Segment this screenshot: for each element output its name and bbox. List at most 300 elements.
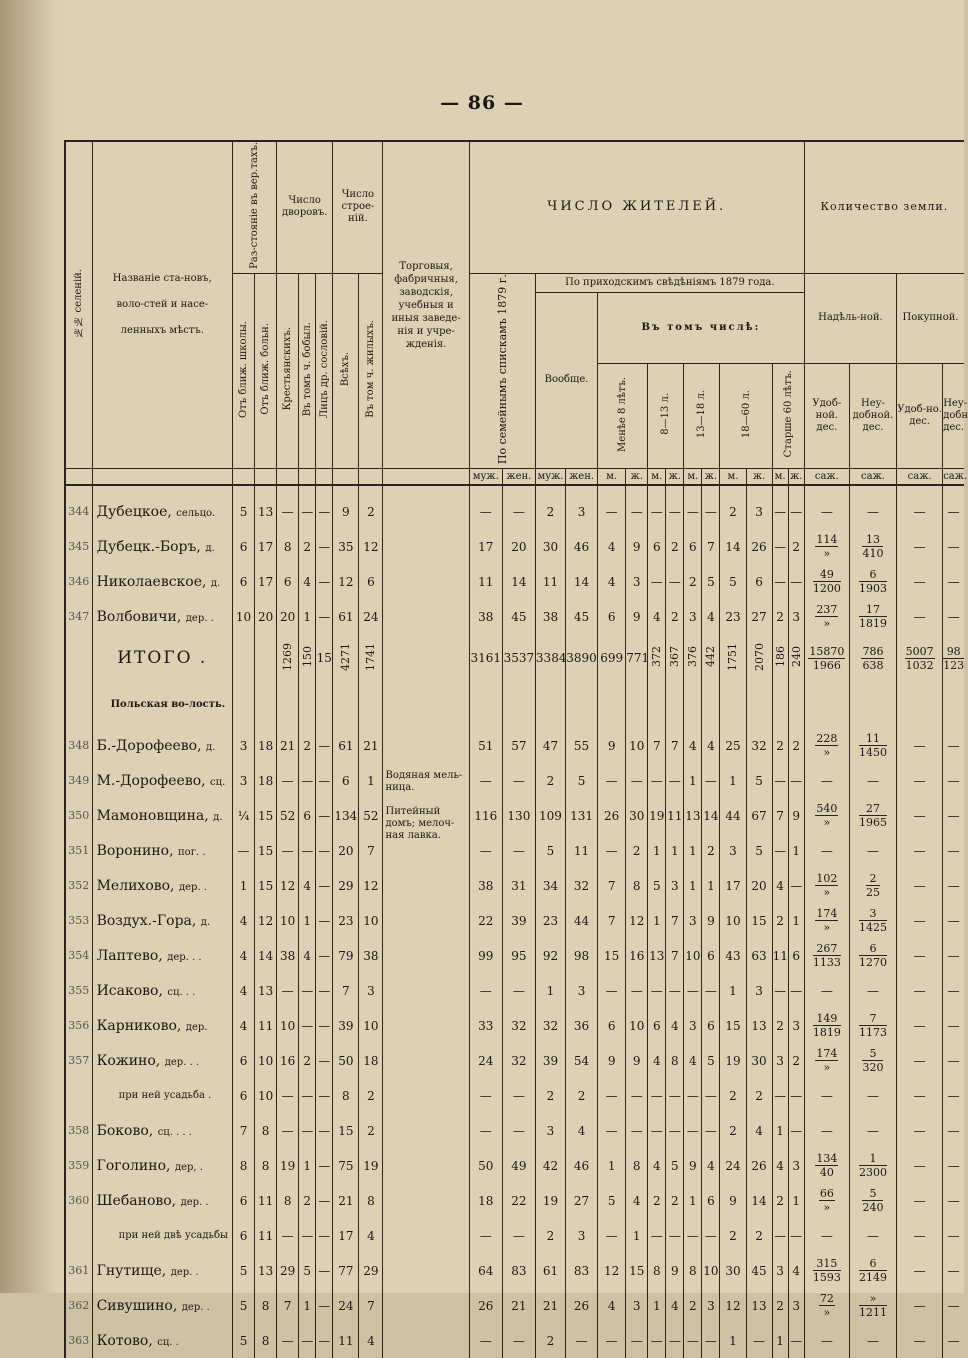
value-cell: 11 [535, 564, 565, 599]
value-cell: — [702, 1218, 720, 1253]
land-cell: $\frac{6}{1903}$ [849, 564, 896, 599]
value-cell: — [626, 1113, 648, 1148]
value-cell: 92 [535, 938, 565, 973]
value-cell: 7 [666, 938, 684, 973]
value-cell: 49 [502, 1148, 535, 1183]
settlement-number: 354 [65, 938, 92, 973]
value-cell: 4 [666, 1288, 684, 1323]
value-cell: — [788, 1323, 804, 1358]
value-cell: 8 [666, 1043, 684, 1078]
value-cell: 8 [277, 529, 299, 564]
value-cell: — [469, 1113, 502, 1148]
value-cell: 83 [566, 1253, 598, 1288]
value-cell: 1 [648, 1288, 666, 1323]
value-cell: — [299, 833, 316, 868]
value-cell: — [598, 1078, 626, 1113]
value-cell: — [316, 763, 333, 798]
settlement-number: 352 [65, 868, 92, 903]
value-cell: 10 [277, 903, 299, 938]
value-cell: — [469, 833, 502, 868]
value-cell: 23 [535, 903, 565, 938]
value-cell: — [316, 1008, 333, 1043]
value-cell: 6 [788, 938, 804, 973]
value-cell: 1 [299, 903, 316, 938]
value-cell: 34 [535, 868, 565, 903]
value-cell: 4 [598, 564, 626, 599]
settlement-name: Сивушино, дер. . [92, 1288, 232, 1323]
value-cell: 3 [702, 1288, 720, 1323]
land-cell: — [849, 833, 896, 868]
value-cell: 39 [333, 1008, 359, 1043]
land-cell: — [943, 494, 964, 529]
value-cell: 20 [255, 599, 277, 634]
value-cell: — [648, 1078, 666, 1113]
table-body-lower [65, 728, 964, 1358]
value-cell: 2 [648, 1183, 666, 1218]
value-cell: 19 [535, 1183, 565, 1218]
header-distance: Раз-стояніе въ вер.тахъ. [233, 141, 277, 273]
value-cell: 1 [684, 868, 702, 903]
value-cell: 6 [648, 1008, 666, 1043]
value-cell: 18 [255, 763, 277, 798]
land-cell: $\frac{3}{1425}$ [849, 903, 896, 938]
value-cell: 51 [469, 728, 502, 763]
settlement-number: 361 [65, 1253, 92, 1288]
table-row [65, 833, 964, 868]
value-cell: 1 [772, 1113, 788, 1148]
value-cell: 15 [255, 868, 277, 903]
value-cell: 6 [746, 564, 772, 599]
value-cell: 2 [359, 1078, 383, 1113]
table-row [65, 1323, 964, 1358]
value-cell: 9 [788, 798, 804, 833]
land-cell: — [943, 1218, 964, 1253]
land-cell: $\frac{5}{320}$ [849, 1043, 896, 1078]
value-cell: — [788, 564, 804, 599]
table-row [65, 763, 964, 798]
value-cell: 14 [255, 938, 277, 973]
value-cell: 1 [299, 599, 316, 634]
value-cell: 9 [626, 599, 648, 634]
value-cell: — [702, 1323, 720, 1358]
value-cell: 14 [702, 798, 720, 833]
value-cell: 8 [255, 1288, 277, 1323]
land-cell: $\frac{7}{1173}$ [849, 1008, 896, 1043]
value-cell: 14 [746, 1183, 772, 1218]
value-cell: 4 [359, 1323, 383, 1358]
land-cell: — [943, 1288, 964, 1323]
value-cell: — [598, 833, 626, 868]
value-cell: — [666, 1218, 684, 1253]
settlement-number: 344 [65, 494, 92, 529]
land-cell: $\frac{6}{2149}$ [849, 1253, 896, 1288]
settlement-name: Б.-Дорофеево, д. [92, 728, 232, 763]
land-cell: — [943, 1253, 964, 1288]
value-cell: 3 [684, 1008, 702, 1043]
land-cell: $\frac{267}{1133}$ [804, 938, 849, 973]
table-row [65, 868, 964, 903]
value-cell: 2 [788, 728, 804, 763]
value-cell: 3 [720, 833, 746, 868]
value-cell: — [316, 1078, 333, 1113]
value-cell: 12 [598, 1253, 626, 1288]
table-body-itogo [65, 634, 964, 728]
land-cell: — [849, 1113, 896, 1148]
value-cell: 23 [333, 903, 359, 938]
settlement-name: Гоголино, дер, . [92, 1148, 232, 1183]
value-cell: 3 [566, 494, 598, 529]
value-cell: — [666, 1323, 684, 1358]
value-cell: — [648, 973, 666, 1008]
settlement-name: Кожино, дер. . . [92, 1043, 232, 1078]
land-cell: — [943, 798, 964, 833]
land-cell: — [804, 1218, 849, 1253]
value-cell: 3 [788, 599, 804, 634]
value-cell: 13 [255, 973, 277, 1008]
value-cell: 31 [502, 868, 535, 903]
value-cell: 1 [702, 868, 720, 903]
value-cell: 5 [535, 833, 565, 868]
value-cell: — [502, 1113, 535, 1148]
header-name: Названіе ста-новъ, воло-стей и насе-ленныхъ мѣстъ. [92, 141, 232, 469]
header-units-row: муж. жен. муж. жен. м. ж. м. ж. м. ж. м. ж. м. ж. саж. саж. саж. саж. [65, 469, 964, 486]
value-cell: 4 [299, 868, 316, 903]
value-cell: 1 [299, 1288, 316, 1323]
header-num: №№ селеній. [65, 141, 92, 469]
value-cell: 45 [566, 599, 598, 634]
value-cell: — [469, 1218, 502, 1253]
value-cell: 45 [502, 599, 535, 634]
land-cell: $\frac{13}{410}$ [849, 529, 896, 564]
value-cell: — [316, 868, 333, 903]
value-cell: 7 [359, 1288, 383, 1323]
land-cell: $\frac{11}{1450}$ [849, 728, 896, 763]
value-cell: — [469, 763, 502, 798]
value-cell: — [316, 903, 333, 938]
value-cell: — [648, 1218, 666, 1253]
value-cell: — [684, 1323, 702, 1358]
table-body-upper [65, 485, 964, 634]
value-cell: 2 [684, 1288, 702, 1323]
settlement-number: 359 [65, 1148, 92, 1183]
value-cell: 5 [746, 763, 772, 798]
table-row [65, 564, 964, 599]
land-cell: — [943, 833, 964, 868]
value-cell: — [598, 1218, 626, 1253]
table-row [65, 1183, 964, 1218]
header-allot: Надѣль-ной. [804, 273, 896, 363]
table-row [65, 1148, 964, 1183]
value-cell: 2 [359, 1113, 383, 1148]
value-cell: — [598, 973, 626, 1008]
settlement-name: Дубецк.-Боръ, д. [92, 529, 232, 564]
value-cell: 19 [648, 798, 666, 833]
value-cell: 3 [772, 1253, 788, 1288]
value-cell: 4 [648, 599, 666, 634]
value-cell: — [626, 494, 648, 529]
settlement-number: 358 [65, 1113, 92, 1148]
land-cell: $\frac{27}{1965}$ [849, 798, 896, 833]
header-parish: По приходскимъ свѣдѣніямъ 1879 года. [535, 273, 804, 292]
value-cell: 2 [666, 599, 684, 634]
value-cell: 2 [720, 1078, 746, 1113]
land-cell: — [897, 494, 943, 529]
value-cell: 10 [626, 1008, 648, 1043]
header-nonarable: Неу-добной. дес. [849, 364, 896, 469]
value-cell: 9 [702, 903, 720, 938]
header-build-all: Всѣхъ. [333, 273, 359, 468]
land-cell: — [897, 973, 943, 1008]
value-cell: 13 [648, 938, 666, 973]
value-cell: 4 [598, 1288, 626, 1323]
value-cell: — [277, 494, 299, 529]
value-cell: 8 [255, 1113, 277, 1148]
value-cell: 12 [720, 1288, 746, 1323]
settlement-name: Карниково, дер. [92, 1008, 232, 1043]
header-age-8-13: 8—13 л. [648, 364, 684, 469]
value-cell: 27 [566, 1183, 598, 1218]
value-cell: 10 [702, 1253, 720, 1288]
value-cell: — [666, 1078, 684, 1113]
land-cell: — [943, 938, 964, 973]
value-cell: — [316, 1253, 333, 1288]
value-cell: 7 [359, 833, 383, 868]
settlement-number: 345 [65, 529, 92, 564]
value-cell: 5 [233, 1323, 255, 1358]
value-cell: 21 [333, 1183, 359, 1218]
value-cell: 2 [746, 1218, 772, 1253]
land-cell: — [943, 763, 964, 798]
value-cell: — [299, 1113, 316, 1148]
value-cell: 8 [626, 1148, 648, 1183]
value-cell: 8 [255, 1148, 277, 1183]
value-cell: — [316, 1183, 333, 1218]
value-cell: 3 [233, 728, 255, 763]
value-cell: — [684, 1078, 702, 1113]
table-row [65, 1008, 964, 1043]
value-cell: 39 [535, 1043, 565, 1078]
value-cell: 10 [720, 903, 746, 938]
value-cell: — [566, 1323, 598, 1358]
land-cell: — [897, 599, 943, 634]
value-cell: 9 [666, 1253, 684, 1288]
value-cell: — [648, 564, 666, 599]
value-cell: — [626, 763, 648, 798]
value-cell: — [502, 763, 535, 798]
value-cell: 1 [788, 833, 804, 868]
value-cell: — [299, 763, 316, 798]
value-cell: 13 [684, 798, 702, 833]
value-cell: 10 [684, 938, 702, 973]
header-arable: Удоб-ной. дес. [804, 364, 849, 469]
header-yards-peasant: Крестьянскихъ. [277, 273, 299, 468]
value-cell: 21 [535, 1288, 565, 1323]
value-cell: 1 [720, 763, 746, 798]
value-cell: 64 [469, 1253, 502, 1288]
value-cell: 6 [233, 1218, 255, 1253]
value-cell: 2 [566, 1078, 598, 1113]
value-cell: — [277, 973, 299, 1008]
settlement-number: 346 [65, 564, 92, 599]
value-cell: 35 [333, 529, 359, 564]
value-cell: 52 [277, 798, 299, 833]
value-cell: 3 [359, 973, 383, 1008]
value-cell: 7 [233, 1113, 255, 1148]
value-cell: — [746, 1323, 772, 1358]
value-cell: — [702, 494, 720, 529]
land-cell: — [943, 1183, 964, 1218]
value-cell: — [666, 763, 684, 798]
value-cell: — [277, 1113, 299, 1148]
value-cell: 12 [359, 529, 383, 564]
value-cell: — [788, 1113, 804, 1148]
value-cell: — [502, 494, 535, 529]
value-cell: 4 [598, 529, 626, 564]
value-cell: 5 [566, 763, 598, 798]
page-number: — 86 — [440, 92, 524, 114]
value-cell: 44 [720, 798, 746, 833]
settlement-number: 351 [65, 833, 92, 868]
value-cell: 38 [535, 599, 565, 634]
value-cell: 46 [566, 529, 598, 564]
land-cell: — [897, 833, 943, 868]
value-cell: 32 [746, 728, 772, 763]
value-cell: 21 [502, 1288, 535, 1323]
land-cell: — [897, 1113, 943, 1148]
value-cell: 10 [233, 599, 255, 634]
value-cell: 7 [333, 973, 359, 1008]
value-cell: 1 [684, 833, 702, 868]
value-cell: 29 [333, 868, 359, 903]
value-cell: 3 [772, 1043, 788, 1078]
land-cell: $\frac{237}{»}$ [804, 599, 849, 634]
trade-note-mill: Водяная мель-ница. [385, 770, 463, 794]
value-cell: 1 [648, 903, 666, 938]
value-cell: 42 [535, 1148, 565, 1183]
land-cell: — [897, 1043, 943, 1078]
value-cell: 47 [535, 728, 565, 763]
value-cell: — [684, 973, 702, 1008]
value-cell: — [626, 1078, 648, 1113]
value-cell: 6 [333, 763, 359, 798]
table-row [65, 728, 964, 763]
value-cell: 2 [720, 1218, 746, 1253]
value-cell: — [788, 868, 804, 903]
value-cell: 3 [788, 1148, 804, 1183]
value-cell: 1 [720, 973, 746, 1008]
value-cell: 54 [566, 1043, 598, 1078]
value-cell: 30 [720, 1253, 746, 1288]
settlement-number: 363 [65, 1323, 92, 1358]
value-cell: 1 [626, 1218, 648, 1253]
value-cell: — [299, 494, 316, 529]
value-cell: 2 [535, 763, 565, 798]
value-cell: 2 [299, 1043, 316, 1078]
value-cell: 18 [255, 728, 277, 763]
settlement-name: Мелихово, дер. . [92, 868, 232, 903]
value-cell: 8 [684, 1253, 702, 1288]
value-cell: — [316, 1113, 333, 1148]
value-cell: 6 [598, 1008, 626, 1043]
value-cell: 5 [598, 1183, 626, 1218]
value-cell: — [316, 564, 333, 599]
value-cell: 2 [666, 529, 684, 564]
value-cell: 4 [684, 728, 702, 763]
itogo-label: ИТОГО . [92, 634, 232, 682]
value-cell: 5 [720, 564, 746, 599]
value-cell: 18 [469, 1183, 502, 1218]
value-cell: 9 [333, 494, 359, 529]
table-row [65, 529, 964, 564]
settlement-number: 356 [65, 1008, 92, 1043]
value-cell: — [788, 1078, 804, 1113]
settlement-name: Котово, сц. . [92, 1323, 232, 1358]
header-build-living: Въ том ч. жилыхъ. [359, 273, 383, 468]
value-cell: 99 [469, 938, 502, 973]
value-cell: 1 [359, 763, 383, 798]
land-cell: $\frac{5}{240}$ [849, 1183, 896, 1218]
value-cell: 30 [535, 529, 565, 564]
value-cell: — [316, 599, 333, 634]
value-cell: 13 [255, 494, 277, 529]
value-cell: 8 [359, 1183, 383, 1218]
value-cell: 4 [648, 1148, 666, 1183]
value-cell: 2 [299, 1183, 316, 1218]
value-cell: 4 [233, 938, 255, 973]
value-cell: 46 [566, 1148, 598, 1183]
value-cell: 6 [233, 529, 255, 564]
header-bought: Покупной. [897, 273, 964, 363]
value-cell: 6 [233, 1078, 255, 1113]
value-cell: 38 [277, 938, 299, 973]
land-cell: — [897, 529, 943, 564]
value-cell: 7 [666, 728, 684, 763]
value-cell: 15 [255, 833, 277, 868]
value-cell: 6 [233, 564, 255, 599]
value-cell: 10 [359, 1008, 383, 1043]
value-cell: 26 [566, 1288, 598, 1323]
value-cell: 1 [788, 1183, 804, 1218]
settlement-name: Воздух.-Гора, д. [92, 903, 232, 938]
page-gutter-shadow [0, 0, 58, 1293]
value-cell: 2 [299, 529, 316, 564]
land-cell: $\frac{49}{1200}$ [804, 564, 849, 599]
value-cell: 4 [772, 868, 788, 903]
value-cell: — [277, 1323, 299, 1358]
value-cell: 7 [598, 903, 626, 938]
value-cell: 4 [626, 1183, 648, 1218]
value-cell: 24 [333, 1288, 359, 1323]
value-cell: — [277, 763, 299, 798]
value-cell: — [648, 494, 666, 529]
value-cell: — [316, 1288, 333, 1323]
value-cell: 27 [746, 599, 772, 634]
value-cell: — [316, 529, 333, 564]
value-cell: 5 [233, 1288, 255, 1323]
value-cell: 3 [684, 903, 702, 938]
table-row [65, 1253, 964, 1288]
value-cell: 8 [233, 1148, 255, 1183]
value-cell: 33 [469, 1008, 502, 1043]
value-cell: 22 [469, 903, 502, 938]
value-cell: — [316, 1218, 333, 1253]
value-cell: 7 [598, 868, 626, 903]
value-cell: 4 [684, 1043, 702, 1078]
value-cell: — [626, 973, 648, 1008]
value-cell: 24 [720, 1148, 746, 1183]
land-cell: — [804, 494, 849, 529]
value-cell: 3 [788, 1008, 804, 1043]
